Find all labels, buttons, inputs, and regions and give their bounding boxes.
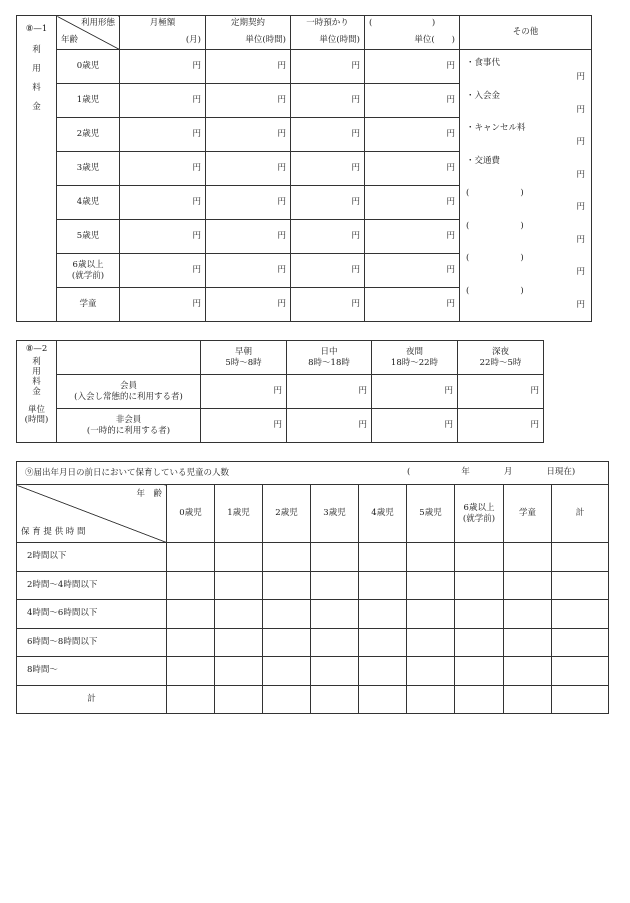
row-label: 非会員 (一時的に利用する者) (57, 409, 201, 443)
count-cell[interactable] (215, 628, 263, 657)
row-label: 会員 (入会し常態的に利用する者) (57, 375, 201, 409)
yen-cell[interactable]: 円 (120, 220, 206, 254)
table-title: ⑨届出年月日の前日において保育している児童の人数 (25, 467, 230, 478)
other-item[interactable]: ・交通費 円 (466, 155, 585, 180)
yen-cell[interactable]: 円 (365, 50, 460, 84)
yen-cell[interactable]: 円 (365, 288, 460, 322)
yen-cell[interactable]: 円 (206, 254, 291, 288)
count-cell[interactable] (311, 657, 359, 686)
count-cell[interactable] (359, 657, 407, 686)
yen-cell[interactable]: 円 (291, 84, 365, 118)
yen-cell[interactable]: 円 (291, 220, 365, 254)
count-cell[interactable] (504, 543, 552, 572)
yen-cell[interactable]: 円 (120, 288, 206, 322)
vertical-char: 料 (32, 377, 41, 387)
yen-cell[interactable]: 円 (206, 288, 291, 322)
row-label: 1歳児 (57, 84, 120, 118)
other-item[interactable]: ・食事代 円 (466, 58, 585, 82)
total-row-label: 計 (17, 685, 167, 714)
count-cell[interactable] (359, 571, 407, 600)
vertical-char: 利 (32, 357, 41, 367)
col-header: 0歳児 (167, 485, 215, 543)
other-item[interactable]: ( ) 円 (466, 253, 585, 277)
count-cell[interactable] (552, 600, 609, 629)
row-label: 2時間〜4時間以下 (17, 571, 167, 600)
count-cell[interactable] (407, 628, 455, 657)
yen-cell[interactable]: 円 (206, 152, 291, 186)
col-header: 一時預かり 単位(時間) (291, 16, 365, 50)
count-cell[interactable] (504, 685, 552, 714)
count-cell[interactable] (263, 571, 311, 600)
vertical-char: 用 (32, 64, 41, 74)
row-label: 2時間以下 (17, 543, 167, 572)
count-cell[interactable] (263, 600, 311, 629)
yen-cell[interactable]: 円 (365, 152, 460, 186)
yen-cell[interactable]: 円 (120, 50, 206, 84)
row-label: 4歳児 (57, 186, 120, 220)
vertical-char: 料 (32, 83, 41, 93)
count-cell[interactable] (263, 543, 311, 572)
col-header: 学童 (504, 485, 552, 543)
yen-cell[interactable]: 円 (120, 254, 206, 288)
yen-cell[interactable]: 円 (458, 409, 544, 443)
count-cell[interactable] (455, 600, 504, 629)
section-number: ⑧—1 (25, 24, 48, 34)
count-cell[interactable] (311, 571, 359, 600)
col-header: 月極額 (月) (120, 16, 206, 50)
count-cell[interactable] (407, 571, 455, 600)
yen-cell[interactable]: 円 (291, 254, 365, 288)
vertical-char: 利 (32, 45, 41, 55)
row-label: 学童 (57, 288, 120, 322)
yen-cell[interactable]: 円 (201, 409, 287, 443)
col-header: 日中 8時〜18時 (287, 341, 372, 375)
corner-bottom-label: 保 育 提 供 時 間 (21, 527, 86, 537)
count-cell[interactable] (215, 600, 263, 629)
yen-cell[interactable]: 円 (287, 409, 372, 443)
yen-cell[interactable]: 円 (291, 186, 365, 220)
count-cell[interactable] (263, 628, 311, 657)
yen-cell[interactable]: 円 (287, 375, 372, 409)
yen-cell[interactable]: 円 (120, 84, 206, 118)
col-header: 3歳児 (311, 485, 359, 543)
count-cell[interactable] (455, 685, 504, 714)
count-cell[interactable] (504, 571, 552, 600)
count-cell[interactable] (311, 543, 359, 572)
yen-cell[interactable]: 円 (372, 375, 458, 409)
count-cell[interactable] (455, 543, 504, 572)
col-header: 深夜 22時〜5時 (458, 341, 544, 375)
fee-table-8-1 (16, 15, 592, 322)
count-cell[interactable] (263, 685, 311, 714)
children-count-table (16, 461, 609, 714)
col-header: ( ) 単位( ) (365, 16, 460, 50)
corner-bottom-label: 年齢 (61, 35, 79, 45)
yen-cell[interactable]: 円 (372, 409, 458, 443)
count-cell[interactable] (167, 628, 215, 657)
count-cell[interactable] (504, 600, 552, 629)
yen-cell[interactable]: 円 (120, 186, 206, 220)
yen-cell[interactable]: 円 (120, 152, 206, 186)
count-cell[interactable] (359, 543, 407, 572)
col-header: 定期契約 単位(時間) (206, 16, 291, 50)
col-header: 5歳児 (407, 485, 455, 543)
yen-cell[interactable]: 円 (365, 84, 460, 118)
row-label: 3歳児 (57, 152, 120, 186)
count-cell[interactable] (311, 628, 359, 657)
yen-cell[interactable]: 円 (365, 118, 460, 152)
other-fees-cell (460, 50, 592, 322)
count-cell[interactable] (552, 657, 609, 686)
other-item[interactable]: ( ) 円 (466, 188, 585, 212)
row-label: 6時間〜8時間以下 (17, 628, 167, 657)
col-header: 6歳以上 (就学前) (455, 485, 504, 543)
count-cell[interactable] (552, 628, 609, 657)
other-item[interactable]: ・キャンセル料 円 (466, 123, 585, 147)
col-header: 2歳児 (263, 485, 311, 543)
yen-cell[interactable]: 円 (365, 186, 460, 220)
count-cell[interactable] (167, 657, 215, 686)
col-header: 計 (552, 485, 609, 543)
corner-top-label: 利用形態 (80, 18, 115, 28)
count-cell[interactable] (504, 657, 552, 686)
yen-cell[interactable]: 円 (206, 220, 291, 254)
fee-table-8-2 (16, 340, 544, 443)
count-cell[interactable] (552, 571, 609, 600)
other-item[interactable]: ( ) 円 (466, 285, 585, 310)
section-8-1-label (17, 16, 57, 322)
count-cell[interactable] (167, 543, 215, 572)
count-cell[interactable] (263, 657, 311, 686)
unit-label: 単位 (時間) (24, 405, 49, 425)
col-header: 夜間 18時〜22時 (372, 341, 458, 375)
count-cell[interactable] (552, 543, 609, 572)
count-cell[interactable] (311, 600, 359, 629)
row-label: 0歳児 (57, 50, 120, 84)
count-cell[interactable] (167, 600, 215, 629)
vertical-char: 金 (32, 102, 41, 112)
count-cell[interactable] (167, 685, 215, 714)
section-8-2-label (17, 341, 57, 443)
yen-cell[interactable]: 円 (458, 375, 544, 409)
yen-cell[interactable]: 円 (206, 118, 291, 152)
row-label: 2歳児 (57, 118, 120, 152)
row-label: 4時間〜6時間以下 (17, 600, 167, 629)
count-cell[interactable] (215, 685, 263, 714)
other-item[interactable]: ・入会金 円 (466, 90, 585, 115)
yen-cell[interactable]: 円 (206, 186, 291, 220)
count-cell[interactable] (359, 628, 407, 657)
yen-cell[interactable]: 円 (201, 375, 287, 409)
yen-cell[interactable]: 円 (365, 220, 460, 254)
count-cell[interactable] (215, 571, 263, 600)
yen-cell[interactable]: 円 (206, 84, 291, 118)
count-cell[interactable] (504, 628, 552, 657)
col-header: 1歳児 (215, 485, 263, 543)
count-cell[interactable] (455, 571, 504, 600)
col-header: 早朝 5時〜8時 (201, 341, 287, 375)
corner-header (57, 16, 120, 50)
yen-cell[interactable]: 円 (291, 118, 365, 152)
corner-top-label: 年 齢 (136, 489, 162, 499)
row-label: 5歳児 (57, 220, 120, 254)
count-cell[interactable] (407, 600, 455, 629)
yen-cell[interactable]: 円 (291, 50, 365, 84)
count-cell[interactable] (407, 685, 455, 714)
count-cell[interactable] (215, 657, 263, 686)
count-cell[interactable] (455, 657, 504, 686)
count-cell[interactable] (455, 628, 504, 657)
yen-cell[interactable]: 円 (291, 152, 365, 186)
yen-cell[interactable]: 円 (291, 288, 365, 322)
vertical-char: 用 (32, 367, 41, 377)
count-cell[interactable] (359, 600, 407, 629)
count-cell[interactable] (311, 685, 359, 714)
date-as-of[interactable]: ( 年 月 日現在) (407, 467, 576, 477)
count-cell[interactable] (407, 543, 455, 572)
section-number: ⑧—2 (25, 344, 48, 354)
table-title-row (17, 462, 609, 485)
yen-cell[interactable]: 円 (120, 118, 206, 152)
corner-header (17, 485, 167, 543)
count-cell[interactable] (407, 657, 455, 686)
other-item[interactable]: ( ) 円 (466, 220, 585, 245)
count-cell[interactable] (552, 685, 609, 714)
row-label: 8時間〜 (17, 657, 167, 686)
count-cell[interactable] (359, 685, 407, 714)
count-cell[interactable] (167, 571, 215, 600)
yen-cell[interactable]: 円 (206, 50, 291, 84)
yen-cell[interactable]: 円 (365, 254, 460, 288)
other-header: その他 (460, 16, 592, 50)
row-label: 6歳以上 (就学前) (57, 254, 120, 288)
blank-header (57, 341, 201, 375)
count-cell[interactable] (215, 543, 263, 572)
vertical-char: 金 (32, 387, 41, 397)
col-header: 4歳児 (359, 485, 407, 543)
